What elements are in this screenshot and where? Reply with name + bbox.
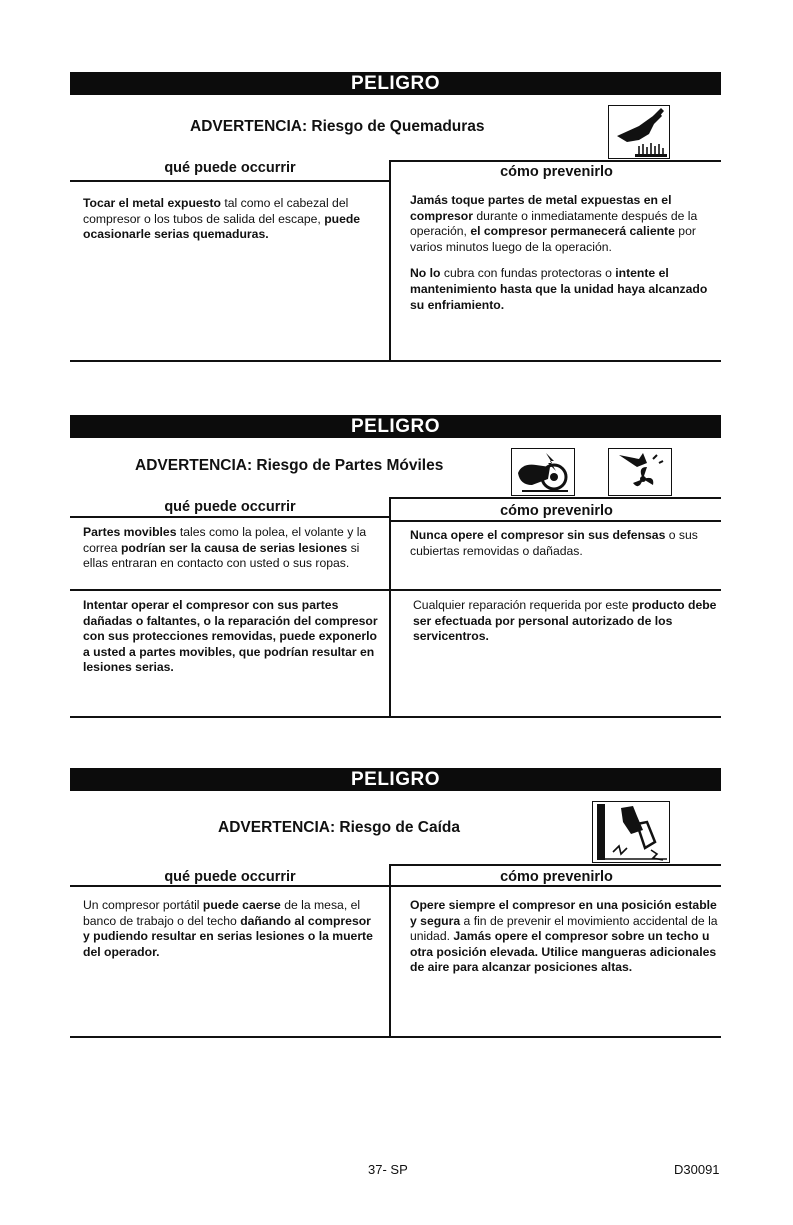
warning-title: ADVERTENCIA: Riesgo de Caída [218,819,461,836]
prevention-instructions [410,528,720,559]
text: por varios minutos luego de la operación. [410,224,696,254]
bold-text: producto debe ser efectuada por personal autorizado de los servicentros. [413,598,717,644]
page-number: 37- SP [368,1162,408,1177]
what-can-happen-header: qué puede occurrir [164,869,296,885]
divider [70,1036,721,1038]
divider [70,516,390,518]
divider [70,589,721,591]
warning-title: ADVERTENCIA: Riesgo de Partes Móviles [135,457,444,474]
bold-text: dañando al compresor y pudiendo resultar en serias lesiones o la muerte del operador. [83,913,373,959]
bold-text: Partes movibles [83,525,177,539]
what-can-happen-header: qué puede occurrir [164,499,296,515]
document-code: D30091 [674,1162,720,1177]
divider [70,180,390,182]
fan-hazard-icon [608,448,672,496]
paragraph [83,525,379,572]
hazard-description [83,898,379,960]
text: cubra con fundas protectoras o [440,266,616,281]
bold-text: Opere siempre el compresor en una posición estable y segura [410,898,717,928]
bold-text: puede caerse [202,898,281,912]
divider [390,520,721,522]
divider [390,864,721,866]
danger-banner: PELIGRO [70,768,721,791]
bold-text: Jamás toque partes de metal expuestas en el compresor [410,193,672,223]
paragraph [413,598,719,645]
falling-hazard-icon [592,801,670,863]
text: Cualquier reparación requerida por este [413,598,632,612]
how-to-prevent-header: cómo prevenirlo [500,869,613,885]
bold-text: puede ocasionarle serias quemaduras. [83,211,361,242]
bold-text: podrían ser la causa de serias lesiones [120,540,348,555]
divider [70,885,390,887]
paragraph [410,898,720,976]
bold-text: el compresor permanecerá caliente [470,224,675,239]
text: o sus cubiertas removidas o dañadas. [410,528,698,558]
text: si ellas entraran en contacto con usted o sus ropas. [83,540,360,571]
divider [70,716,721,718]
text: a fin de prevenir el movimiento accidental de la unidad. [410,913,718,944]
paragraph [83,196,379,243]
burn-hazard-icon [608,105,670,159]
warning-title: ADVERTENCIA: Riesgo de Quemaduras [190,118,485,135]
text: tal como el cabezal del compresor o los tubos de salida del escape, [83,196,349,226]
hazard-description [83,525,379,572]
what-can-happen-header: qué puede occurrir [164,160,296,176]
belt-pulley-hazard-icon [511,448,575,496]
danger-banner: PELIGRO [70,415,721,438]
how-to-prevent-header: cómo prevenirlo [500,164,613,180]
fall-hazard-section [70,768,721,1040]
paragraph [410,528,720,559]
how-to-prevent-header: cómo prevenirlo [500,503,613,519]
prevention-instructions [410,898,720,976]
paragraph [83,898,379,960]
text: de la mesa, el banco de trabajo o del techo [83,898,361,928]
divider [70,360,721,362]
column-divider [389,160,391,362]
burn-hazard-section [70,72,721,362]
divider [390,160,721,162]
paragraph [410,266,720,313]
danger-banner: PELIGRO [70,72,721,95]
divider [390,497,721,499]
hazard-description [83,196,379,243]
bold-text: intente el mantenimiento hasta que la unidad haya alcanzado su enfriamiento. [410,266,708,312]
bold-text: Intentar operar el compresor con sus partes dañadas o faltantes, o la reparación del compresor con sus protecciones removidas, puede exponerlo a usted a partes movibles, que podrían resultar en lesiones serias. [83,598,378,675]
bold-text: Jamás opere el compresor sobre un techo u otra posición elevada. Utilice mangueras adicionales de aire para alcanzar posiciones altas. [410,929,717,975]
hazard-description [83,598,379,676]
text: tales como la polea, el volante y la correa [83,525,367,555]
prevention-instructions [413,598,719,645]
prevention-instructions [410,193,720,313]
bold-text: No lo [410,266,441,281]
text: durante o inmediatamente después de la operación, [410,208,698,239]
moving-parts-section [70,415,721,720]
bold-text: Tocar el metal expuesto [83,196,221,210]
bold-text: Nunca opere el compresor sin sus defensas [410,528,666,542]
column-divider [389,497,391,718]
paragraph [410,193,720,255]
divider [390,885,721,887]
text: Un compresor portátil [83,898,203,912]
column-divider [389,864,391,1038]
paragraph [83,598,379,676]
